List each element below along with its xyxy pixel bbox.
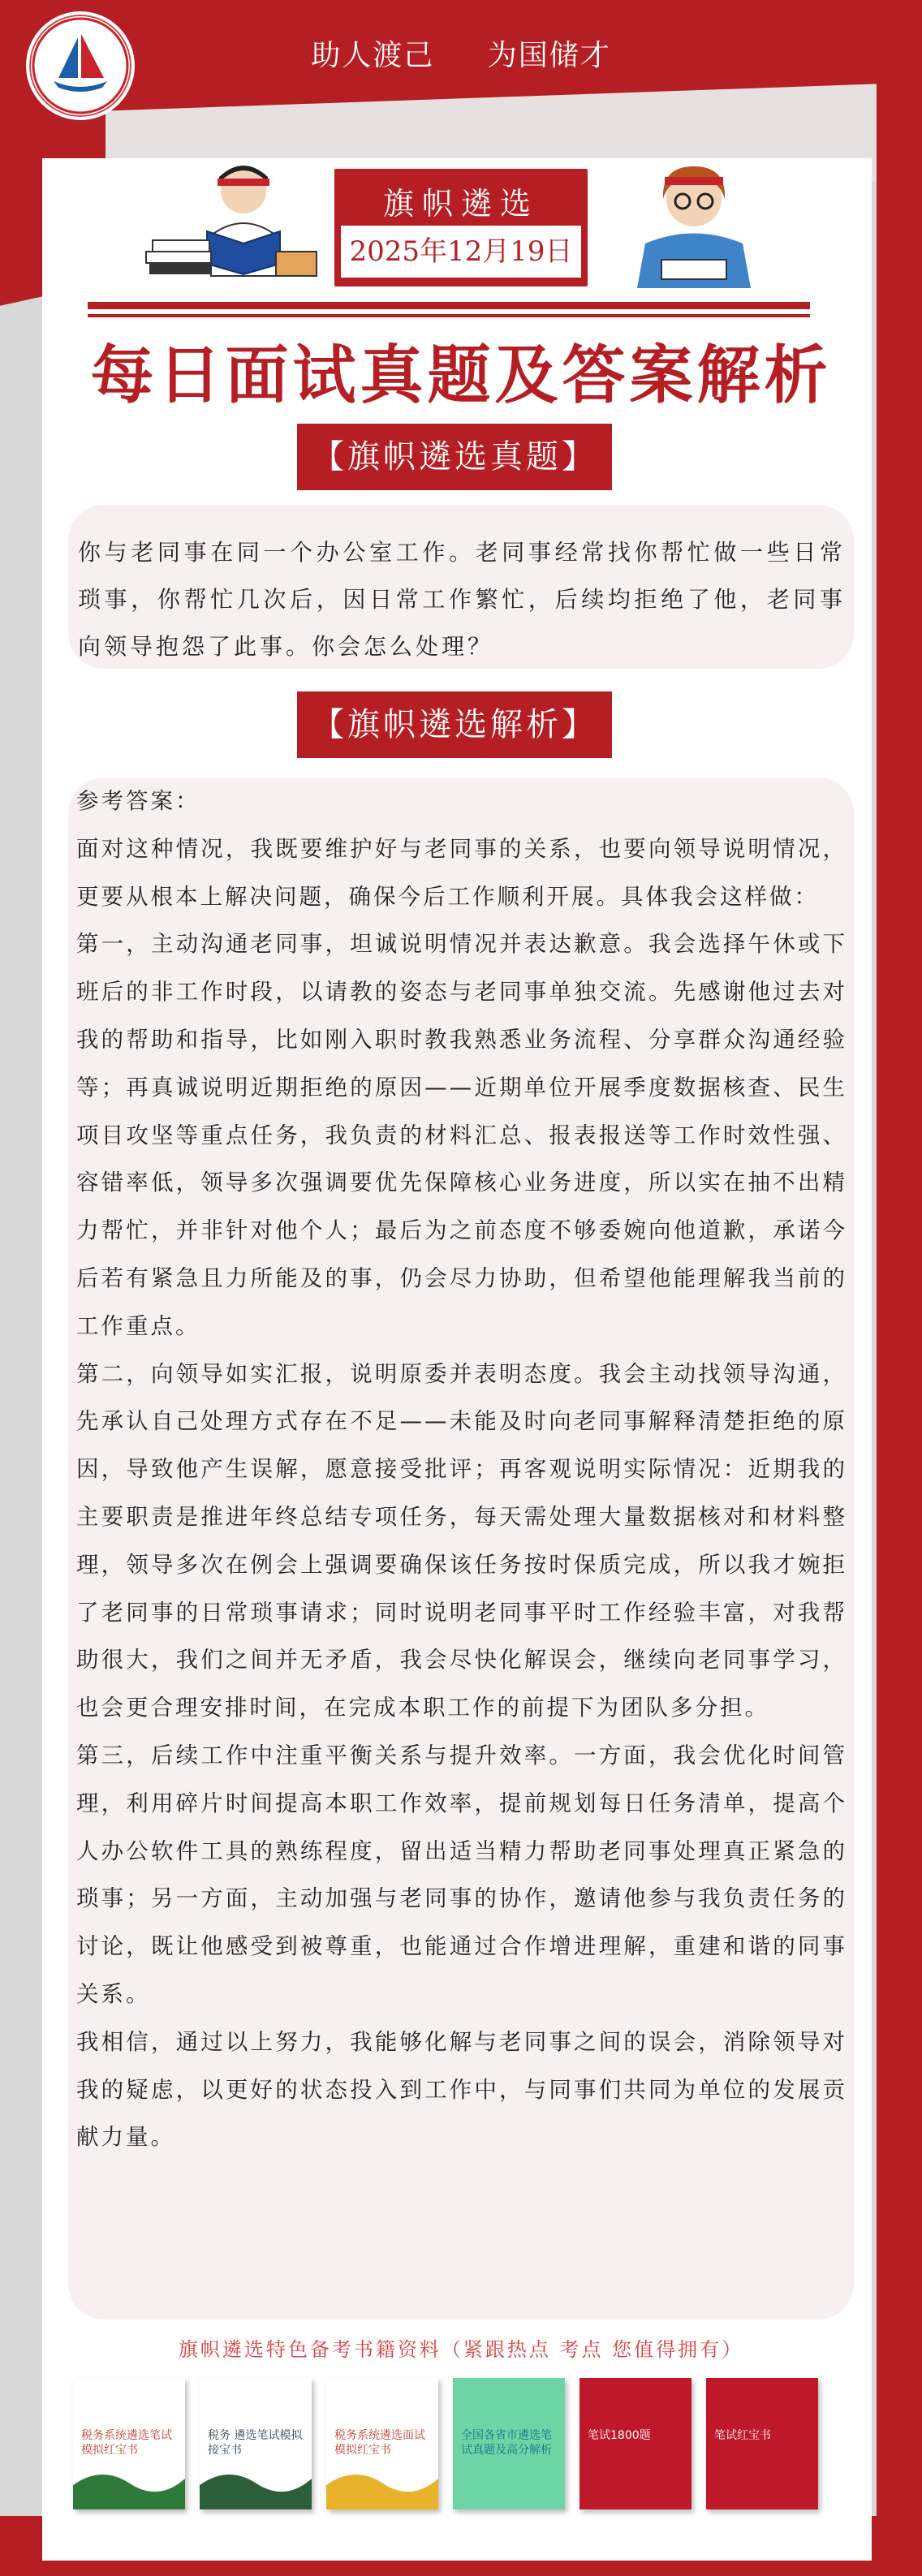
page-title: 每日面试真题及答案解析	[90, 339, 832, 412]
book-cover[interactable]	[73, 2378, 185, 2509]
answer-text	[76, 778, 847, 2161]
student-writing-illustration-icon	[605, 154, 791, 292]
answer-paragraph-conclusion: 我相信，通过以上努力，我能够化解与老同事之间的误会，消除领导对我的疑虑，以更好的状态投入到工作中，与同事们共同为单位的发展贡献力量。	[76, 2028, 847, 2151]
brand-box	[334, 169, 588, 286]
book-title: 税务系统遴选笔试模拟红宝书	[81, 2429, 172, 2457]
answer-paragraph-2: 第二，向领导如实汇报，说明原委并表明态度。我会主动找领导沟通，先承认自己处理方式存在不足——未能及时向老同事解释清楚拒绝的原因，导致他产生误解，愿意接受批评；再客观说明实际情况：近期我的主要职责是推进年终总结专项任务，每天需处理大量数据核对和材料整理，领导多次在例会上强调要确保该任务按时保质完成，所以我才婉拒了老同事的日常琐事请求；同时说明老同事平时工作经验丰富，对我帮助很大，我们之间并无矛盾，我会尽快化解误会，继续向老同事学习，也会更合理安排时间，在完成本职工作的前提下为团队多分担。	[76, 1360, 847, 1721]
answer-section-label: 【旗帜遴选解析】	[297, 691, 612, 758]
book-cover[interactable]	[326, 2378, 438, 2509]
question-card	[68, 505, 854, 669]
books-caption: 旗帜遴选特色备考书籍资料（紧跟热点 考点 您值得拥有）	[178, 2338, 744, 2361]
book-wave-icon	[200, 2461, 312, 2509]
book-title: 全国各省市遴选笔试真题及高分解析	[461, 2429, 552, 2457]
student-reading-illustration-icon	[138, 154, 325, 292]
brand-title: 旗帜遴选	[382, 186, 539, 222]
book-cover[interactable]	[579, 2378, 692, 2509]
question-text: 你与老同事在同一个办公室工作。老同事经常找你帮忙做一些日常琐事，你帮忙几次后，因日常工作繁忙，后续均拒绝了他，老同事向领导抱怨了此事。你会怎么处理？	[78, 539, 846, 660]
divider-thick	[88, 302, 810, 309]
slogan-2: 为国储才	[487, 39, 611, 72]
book-cover[interactable]	[200, 2378, 312, 2509]
divider-thin	[88, 314, 810, 317]
book-cover[interactable]	[453, 2378, 565, 2509]
book-wave-icon	[73, 2461, 185, 2509]
answer-paragraph-3: 第三，后续工作中注重平衡关系与提升效率。一方面，我会优化时间管理，利用碎片时间提高本职工作效率，提前规划每日任务清单，提高个人办公软件工具的熟练程度，留出适当精力帮助老同事处理真正紧急的琐事；另一方面，主动加强与老同事的协作，邀请他参与我负责任务的讨论，既让他感受到被尊重，也能通过合作增进理解，重建和谐的同事关系。	[76, 1742, 847, 2007]
book-title: 税务系统遴选面试模拟红宝书	[334, 2429, 425, 2457]
book-wave-icon	[579, 2461, 692, 2509]
book-wave-icon	[326, 2461, 438, 2509]
answer-paragraph-intro: 面对这种情况，我既要维护好与老同事的关系，也要向领导说明情况，更要从根本上解决问题，确保今后工作顺利开展。具体我会这样做：	[76, 835, 847, 910]
slogan-1: 助人渡己	[311, 39, 435, 72]
answer-paragraph-1: 第一，主动沟通老同事，坦诚说明情况并表达歉意。我会选择午休或下班后的非工作时段，以请教的姿态与老同事单独交流。先感谢他过去对我的帮助和指导，比如刚入职时教我熟悉业务流程、分享群众沟通经验等；再真诚说明近期拒绝的原因——近期单位开展季度数据核查、民生项目攻坚等重点任务，我负责的材料汇总、报表报送等工作时效性强、容错率低，领导多次强调要优先保障核心业务进度，所以实在抽不出精力帮忙，并非针对他个人；最后为之前态度不够委婉向他道歉，承诺今后若有紧急且力所能及的事，仍会尽力协助，但希望他能理解我当前的工作重点。	[76, 931, 847, 1339]
book-wave-icon	[706, 2461, 818, 2509]
slogan-bar	[0, 32, 922, 74]
answer-card	[68, 778, 854, 2320]
book-title: 笔试红宝书	[714, 2429, 771, 2442]
book-title: 笔试1800题	[588, 2429, 651, 2442]
question-section-label: 【旗帜遴选真题】	[297, 424, 612, 490]
books-row	[73, 2378, 852, 2516]
answer-paragraph-heading: 参考答案：	[76, 788, 200, 814]
book-title: 税务 遴选笔试模拟接宝书	[208, 2429, 303, 2457]
book-wave-icon	[453, 2461, 565, 2509]
issue-date: 2025年12月19日	[341, 226, 581, 278]
book-cover[interactable]	[706, 2378, 818, 2509]
